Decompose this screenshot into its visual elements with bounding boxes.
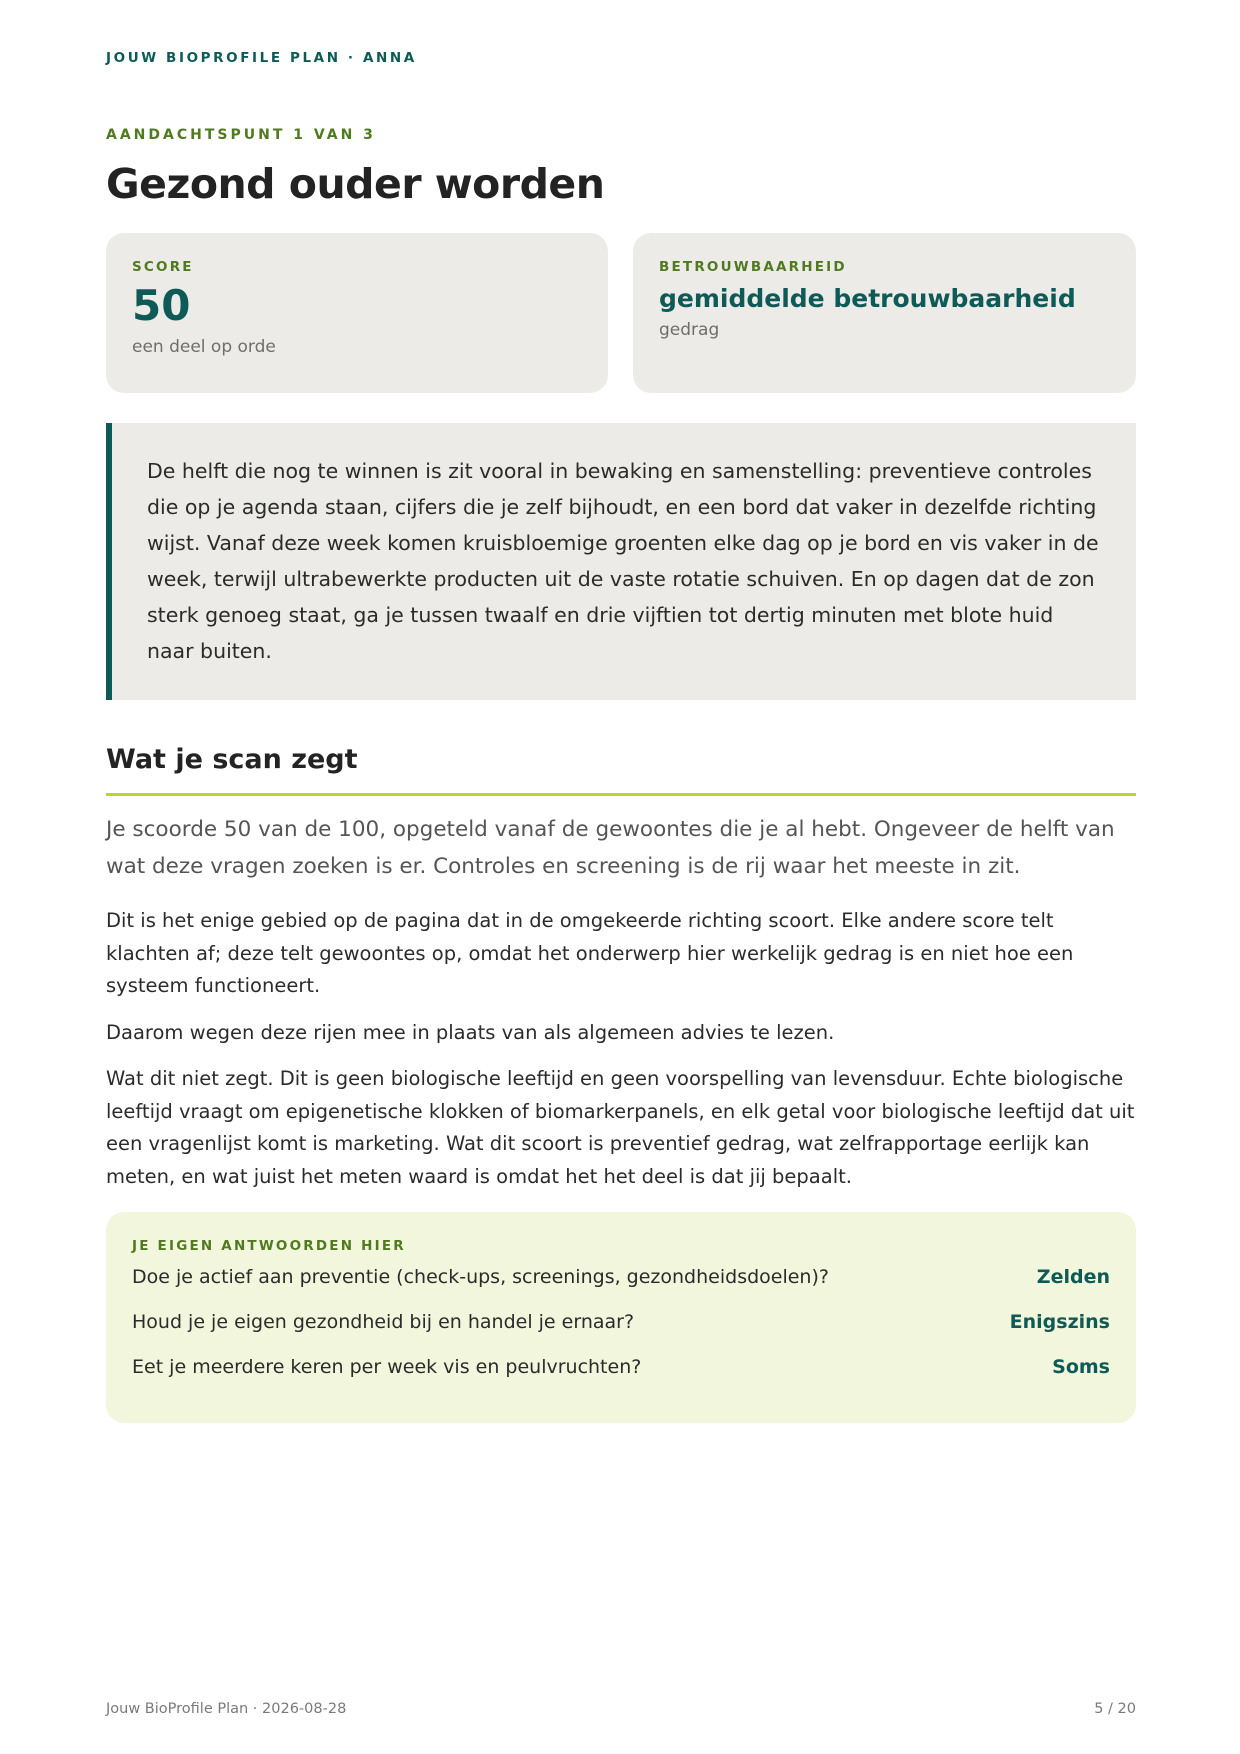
answers-panel bbox=[106, 1212, 1136, 1423]
answer-row bbox=[132, 1299, 1110, 1344]
reliability-label: BETROUWBAARHEID bbox=[659, 259, 847, 275]
score-card bbox=[106, 233, 608, 393]
answer-question: Doe je actief aan preventie (check-ups, screenings, gezondheidsdoelen)? bbox=[132, 1265, 829, 1288]
paragraph: Wat dit niet zegt. Dit is geen biologische leeftijd en geen voorspelling van levensduur. Echte biologische leeftijd vraagt om epigenetische klokken of biomarkerpanels, en elk getal voor biologische leeftijd dat uit een vragenlijst komt is marketing. Wat dit scoort is preventief gedrag, wat zelfrapportage eerlijk kan meten, en wat juist het meten waard is omdat het het deel is dat jij bepaalt. bbox=[106, 1067, 1135, 1188]
footer-document-info: Jouw BioProfile Plan · 2026-08-28 bbox=[106, 1701, 347, 1717]
reliability-card bbox=[633, 233, 1136, 393]
summary-callout: De helft die nog te winnen is zit vooral in bewaking en samenstelling: preventieve controles die op je agenda staan, cijfers die je zelf bijhoudt, en een bord dat vaker in dezelfde richting wijst. Vanaf deze week komen kruisbloemige groenten elke dag op je bord en vis vaker in de week, terwijl ultrabewerkte producten uit de vaste rotatie schuiven. En op dagen dat de zon sterk genoeg staat, ga je tussen twaalf en drie vijftien tot dertig minuten met blote huid naar buiten. bbox=[106, 423, 1136, 700]
score-subtitle: een deel op orde bbox=[132, 337, 276, 358]
section-eyebrow: AANDACHTSPUNT 1 VAN 3 bbox=[106, 127, 376, 143]
answer-value: Zelden bbox=[1036, 1265, 1110, 1288]
page bbox=[106, 0, 1136, 1754]
answer-question: Eet je meerdere keren per week vis en peulvruchten? bbox=[132, 1355, 642, 1378]
answers-label: JE EIGEN ANTWOORDEN HIER bbox=[132, 1238, 406, 1254]
section-divider bbox=[106, 793, 1136, 796]
score-label: SCORE bbox=[132, 259, 194, 275]
paragraph: Dit is het enige gebied op de pagina dat in de omgekeerde richting scoort. Elke andere score telt klachten af; deze telt gewoontes op, omdat het onderwerp hier werkelijk gedrag is en niet hoe een systeem functioneert. bbox=[106, 909, 1074, 997]
reliability-value: gemiddelde betrouwbaarheid bbox=[659, 284, 1076, 313]
answer-row bbox=[132, 1344, 1110, 1389]
answer-value: Enigszins bbox=[1009, 1310, 1110, 1333]
answer-value: Soms bbox=[1052, 1355, 1110, 1378]
page-title: Gezond ouder worden bbox=[106, 160, 605, 208]
section-lead: Je scoorde 50 van de 100, opgeteld vanaf de gewoontes die je al hebt. Ongeveer de helft van wat deze vragen zoeken is er. Controles en screening is de rij waar het meeste in zit. bbox=[106, 817, 1115, 879]
section-title: Wat je scan zegt bbox=[106, 744, 358, 775]
reliability-subtitle: gedrag bbox=[659, 320, 720, 341]
paragraph: Daarom wegen deze rijen mee in plaats van als algemeen advies te lezen. bbox=[106, 1021, 835, 1044]
answer-row bbox=[132, 1254, 1110, 1299]
score-value: 50 bbox=[132, 281, 191, 330]
answer-question: Houd je je eigen gezondheid bij en handel je ernaar? bbox=[132, 1310, 635, 1333]
running-header: JOUW BIOPROFILE PLAN · ANNA bbox=[106, 50, 417, 66]
footer-page-number: 5 / 20 bbox=[1094, 1701, 1136, 1717]
